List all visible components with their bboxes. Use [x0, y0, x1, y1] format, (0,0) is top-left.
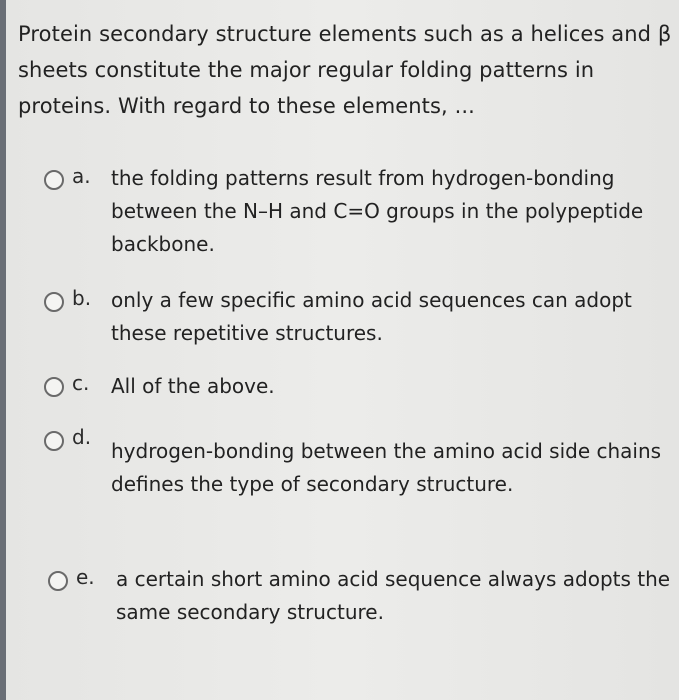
radio-button-b[interactable]	[44, 292, 64, 312]
radio-button-a[interactable]	[44, 170, 64, 190]
option-text-b[interactable]: only a few specific amino acid sequences can adopt these repetitive structures.	[111, 288, 632, 345]
question-card	[6, 0, 679, 700]
question-text: Protein secondary structure elements such as a helices and β sheets constitute the major regular folding patterns in proteins. With regard to these elements, ...	[18, 22, 672, 118]
option-letter-b: b.	[72, 286, 92, 310]
radio-button-c[interactable]	[44, 377, 64, 397]
radio-button-d[interactable]	[44, 431, 64, 451]
option-letter-d: d.	[72, 425, 92, 449]
option-text-c[interactable]: All of the above.	[111, 374, 275, 398]
option-letter-a: a.	[72, 164, 91, 188]
option-text-e[interactable]: a certain short amino acid sequence always adopts the same secondary structure.	[116, 567, 671, 624]
option-text-a[interactable]: the folding patterns result from hydrogen-bonding between the N–H and C=O groups in the polypeptide backbone.	[111, 166, 644, 256]
option-letter-e: e.	[76, 565, 95, 589]
option-text-d[interactable]: hydrogen-bonding between the amino acid side chains defines the type of secondary structure.	[111, 439, 662, 496]
option-letter-c: c.	[72, 371, 90, 395]
radio-button-e[interactable]	[48, 571, 68, 591]
